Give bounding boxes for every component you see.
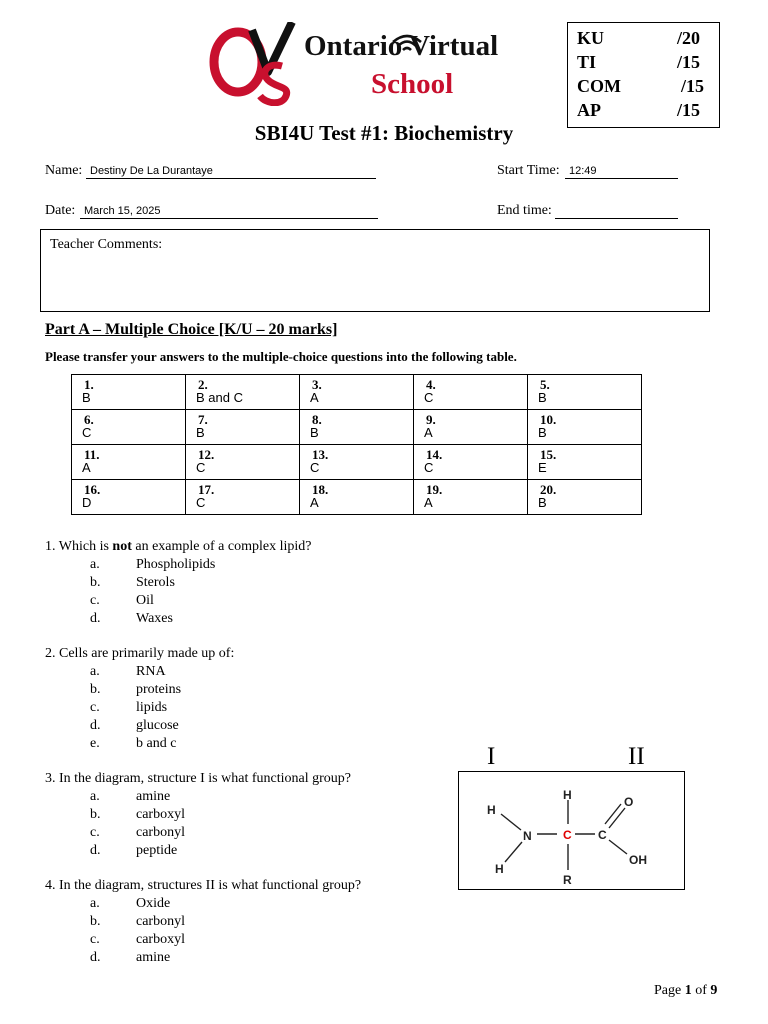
question-1-emphasis: not (112, 539, 132, 554)
option-q1-d (90, 611, 390, 629)
answer-question-number: 18. (312, 482, 329, 497)
answer-value: A (310, 390, 319, 405)
option-q3-c (90, 825, 390, 843)
option-text: Oil (136, 593, 154, 608)
option-q4-a (90, 896, 390, 914)
answer-value: C (196, 495, 206, 510)
option-text: peptide (136, 843, 178, 858)
answer-value: A (424, 425, 433, 440)
answer-question-number: 4. (426, 377, 436, 392)
atom-h-lower-left: H (495, 862, 504, 876)
option-letter: e. (90, 736, 100, 751)
page-mid: of (691, 983, 711, 998)
answer-question-number: 13. (312, 447, 329, 462)
answer-cell[interactable] (186, 375, 300, 410)
option-text: lipids (136, 700, 168, 715)
option-letter: a. (90, 664, 100, 679)
answer-question-number: 16. (84, 482, 101, 497)
option-q4-d (90, 950, 390, 968)
option-q3-b (90, 807, 390, 825)
option-q2-d (90, 718, 390, 736)
score-box (567, 22, 720, 128)
option-q2-e (90, 736, 390, 754)
answer-question-number: 2. (198, 377, 208, 392)
name-label: Name: (45, 163, 83, 178)
option-text: b and c (136, 736, 177, 751)
amino-acid-structure (459, 772, 683, 888)
option-q4-b (90, 914, 390, 932)
score-label: AP (577, 100, 601, 120)
answer-table (71, 374, 642, 515)
answer-cell[interactable] (300, 480, 414, 515)
answer-cell[interactable] (186, 410, 300, 445)
answer-question-number: 6. (84, 412, 94, 427)
answer-value: A (82, 460, 91, 475)
answer-value: C (310, 460, 320, 475)
option-q2-b (90, 682, 390, 700)
answer-value: B (538, 390, 547, 405)
teacher-comments-label: Teacher Comments: (50, 237, 163, 252)
score-value: /15 (681, 76, 705, 96)
answer-value: B and C (196, 390, 243, 405)
teacher-comments-box[interactable] (40, 229, 710, 312)
answer-cell[interactable] (186, 480, 300, 515)
answer-value: B (538, 495, 547, 510)
answer-question-number: 20. (540, 482, 557, 497)
amino-acid-diagram (458, 771, 685, 890)
answer-cell[interactable] (414, 410, 528, 445)
answer-value: C (424, 390, 434, 405)
question-3: 3. In the diagram, structure I is what functional group? (45, 771, 351, 786)
option-text: Phospholipids (136, 557, 216, 572)
option-q3-a (90, 789, 390, 807)
answer-question-number: 3. (312, 377, 322, 392)
answer-value: B (538, 425, 547, 440)
answer-cell[interactable] (72, 480, 186, 515)
option-letter: a. (90, 789, 100, 804)
answer-cell[interactable] (414, 480, 528, 515)
date-label: Date: (45, 203, 76, 218)
option-letter: d. (90, 843, 101, 858)
answer-cell[interactable] (72, 410, 186, 445)
option-q4-c (90, 932, 390, 950)
date-field[interactable] (80, 203, 378, 219)
school-name-line1: Ontario Virtual (304, 30, 499, 62)
score-label: TI (577, 52, 597, 72)
answer-question-number: 9. (426, 412, 436, 427)
answer-cell[interactable] (528, 375, 642, 410)
option-letter: b. (90, 682, 101, 697)
option-letter: a. (90, 896, 100, 911)
option-letter: d. (90, 611, 101, 626)
question-1 (45, 539, 311, 555)
answer-value: E (538, 460, 547, 475)
answer-cell[interactable] (300, 445, 414, 480)
option-letter: b. (90, 575, 101, 590)
atom-c-alpha: C (563, 828, 572, 842)
option-letter: d. (90, 950, 101, 965)
instructions: Please transfer your answers to the multiple-choice questions into the following table. (45, 349, 517, 364)
option-q2-a (90, 664, 390, 682)
score-row-ti (577, 52, 717, 76)
name-value: Destiny De La Durantaye (90, 165, 213, 177)
school-name-line2: School (371, 68, 454, 100)
end-time-field[interactable] (555, 203, 678, 219)
score-label: COM (577, 76, 621, 96)
score-value: /20 (677, 28, 701, 48)
answer-question-number: 10. (540, 412, 557, 427)
option-letter: c. (90, 700, 100, 715)
question-1-pre: 1. Which is (45, 539, 113, 554)
option-letter: c. (90, 593, 100, 608)
option-text: carboxyl (136, 807, 185, 822)
answer-question-number: 8. (312, 412, 322, 427)
option-letter: b. (90, 914, 101, 929)
atom-c-carboxyl: C (598, 828, 607, 842)
option-q1-b (90, 575, 390, 593)
page-current: 1 (684, 983, 692, 998)
answer-cell[interactable] (528, 445, 642, 480)
answer-value: D (82, 495, 92, 510)
score-label: KU (577, 28, 604, 48)
answer-question-number: 15. (540, 447, 557, 462)
page-pre: Page (654, 983, 685, 998)
score-row-ku (577, 28, 717, 52)
part-a-heading: Part A – Multiple Choice [K/U – 20 marks] (45, 321, 338, 338)
answer-question-number: 7. (198, 412, 208, 427)
answer-value: C (424, 460, 434, 475)
answer-question-number: 1. (84, 377, 94, 392)
answer-row (72, 480, 642, 515)
option-text: Sterols (136, 575, 175, 590)
option-letter: d. (90, 718, 101, 733)
name-field[interactable] (86, 163, 376, 179)
score-value: /15 (677, 100, 701, 120)
answer-question-number: 11. (84, 447, 100, 462)
question-4: 4. In the diagram, structures II is what functional group? (45, 878, 362, 893)
option-letter: b. (90, 807, 101, 822)
answer-value: B (82, 390, 91, 405)
start-time-value: 12:49 (569, 165, 597, 177)
answer-value: C (82, 425, 92, 440)
option-q1-a (90, 557, 390, 575)
answer-cell[interactable] (300, 410, 414, 445)
answer-row (72, 375, 642, 410)
answer-cell[interactable] (186, 445, 300, 480)
option-letter: a. (90, 557, 100, 572)
answer-value: B (196, 425, 205, 440)
option-letter: c. (90, 825, 100, 840)
option-text: Waxes (136, 611, 173, 626)
option-text: RNA (136, 664, 166, 679)
answer-value: A (310, 495, 319, 510)
answer-question-number: 19. (426, 482, 443, 497)
school-logo (208, 22, 558, 106)
answer-question-number: 17. (198, 482, 215, 497)
answer-row (72, 445, 642, 480)
option-text: glucose (136, 718, 179, 733)
start-time-label: Start Time: (497, 163, 560, 178)
option-text: proteins (136, 682, 182, 697)
answer-cell[interactable] (528, 410, 642, 445)
answer-value: C (196, 460, 206, 475)
structure-label-ii: II (628, 743, 645, 770)
answer-question-number: 14. (426, 447, 443, 462)
page-number (654, 983, 717, 999)
atom-oh: OH (629, 853, 647, 867)
answer-cell[interactable] (414, 375, 528, 410)
option-q1-c (90, 593, 390, 611)
answer-cell[interactable] (414, 445, 528, 480)
answer-cell[interactable] (300, 375, 414, 410)
page-total: 9 (710, 983, 718, 998)
answer-question-number: 5. (540, 377, 550, 392)
option-q3-d (90, 843, 390, 861)
option-text: amine (136, 789, 171, 804)
structure-label-i: I (487, 743, 496, 770)
answer-cell[interactable] (528, 480, 642, 515)
atom-h-top: H (563, 788, 572, 802)
atom-n: N (523, 829, 532, 843)
test-title: SBI4U Test #1: Biochemistry (254, 121, 514, 145)
question-2: 2. Cells are primarily made up of: (45, 646, 235, 661)
date-value: March 15, 2025 (84, 205, 161, 217)
option-text: Oxide (136, 896, 171, 911)
option-text: carbonyl (136, 825, 185, 840)
option-text: carboxyl (136, 932, 185, 947)
end-time-label: End time: (497, 203, 552, 218)
option-letter: c. (90, 932, 100, 947)
start-time-field[interactable] (565, 163, 678, 179)
option-text: amine (136, 950, 171, 965)
answer-cell[interactable] (72, 445, 186, 480)
score-value: /15 (677, 52, 701, 72)
os-logo-mark (208, 22, 304, 106)
answer-question-number: 12. (198, 447, 215, 462)
answer-value: B (310, 425, 319, 440)
answer-value: A (424, 495, 433, 510)
question-1-post: an example of a complex lipid? (131, 539, 312, 554)
option-text: carbonyl (136, 914, 185, 929)
answer-row (72, 410, 642, 445)
score-row-com (577, 76, 717, 100)
answer-cell[interactable] (72, 375, 186, 410)
atom-h-upper-left: H (487, 803, 496, 817)
atom-r: R (563, 873, 572, 887)
atom-o: O (624, 795, 634, 809)
option-q2-c (90, 700, 390, 718)
